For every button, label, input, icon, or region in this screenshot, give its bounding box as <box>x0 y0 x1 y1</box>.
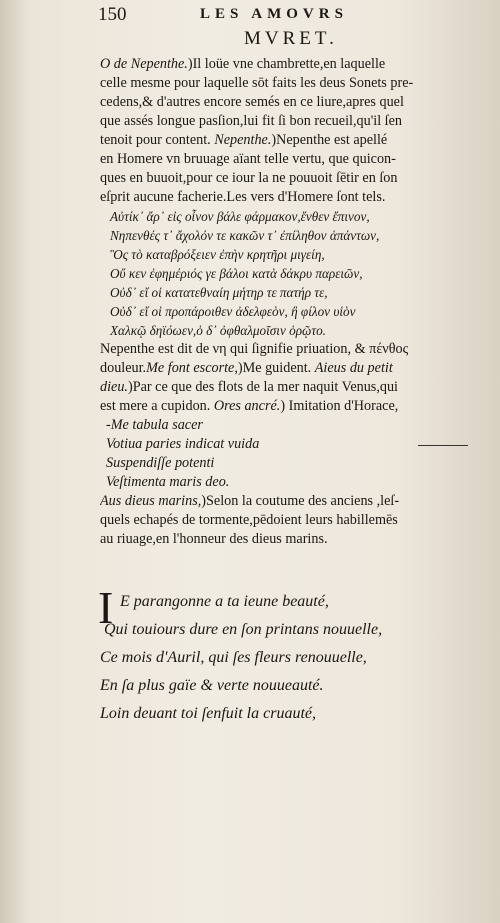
text-segment: cedens,& d'autres encore semés en ce liure,apres quel <box>100 94 404 110</box>
horizontal-rule <box>418 445 468 446</box>
greek-line: Οὔ κεν ἐφημέριός γε βάλοι κατὰ δάκρυ παρειῶν, <box>110 266 363 281</box>
text-line <box>100 188 460 207</box>
text-segment: ) Imitation d'Horace, <box>280 398 399 414</box>
greek-verse-quotation <box>100 207 460 340</box>
text-line <box>100 150 460 169</box>
text-segment: tenoit pour content. <box>100 132 215 148</box>
text-segment: )Il loüe vne chambrette,en laquelle <box>187 56 386 72</box>
text-segment: )Me guident. <box>237 360 315 376</box>
text-segment: O de Nepenthe. <box>100 56 188 72</box>
text-segment: )Par ce que des flots de la mer naquit Venus,qui <box>127 379 399 395</box>
text-line <box>100 74 460 93</box>
text-line <box>100 359 460 378</box>
poem-line: E parangonne a ta ieune beauté, <box>120 593 329 610</box>
text-segment: Ores ancré. <box>213 398 281 414</box>
text-segment: Nepenthe. <box>214 132 272 148</box>
latin-line: Veſtimenta maris deo. <box>106 474 230 490</box>
text-line <box>100 530 460 549</box>
text-segment: )Nepenthe est apellé <box>271 132 388 148</box>
text-line <box>100 492 460 511</box>
text-segment: Nepenthe est dit de νη qui ſignifie priuation, & πένθος <box>100 341 409 357</box>
text-line <box>100 511 460 530</box>
text-line <box>100 169 460 188</box>
text-segment: dieu. <box>100 379 128 395</box>
page-header <box>0 4 500 52</box>
text-line <box>100 112 460 131</box>
greek-line: Ὃς τὸ καταβρόξειεν ἐπὴν κρητῆρι μιγείη, <box>110 247 325 262</box>
text-segment: que assés longue pasſion,lui fit ſi bon recueil,qu'il ſen <box>100 113 403 129</box>
text-line <box>100 340 460 359</box>
sonnet-block <box>98 582 470 728</box>
text-line <box>100 397 460 416</box>
greek-line: Αὐτίκ᾽ ἄρ᾽ εἰς οἶνον βάλε φάρμακον,ἔνθεν ἔπινον, <box>110 209 370 224</box>
text-segment: eſprit aucune facherie.Les vers d'Homere ſont tels. <box>100 189 386 205</box>
text-segment: Me font escorte, <box>146 360 238 376</box>
latin-line: -Me tabula sacer <box>106 417 203 433</box>
text-segment: quels echapés de tormente,pēdoient leurs habillemēs <box>100 512 398 528</box>
greek-line: Νηπενθές τ᾽ ἄχολόν τε κακῶν τ᾽ ἐπίληθον ἁπάντων, <box>110 228 380 243</box>
text-line <box>100 378 460 397</box>
latin-line: Suspendiſſe potenti <box>106 455 215 471</box>
greek-line: Οὐδ᾽ εἴ οἱ κατατεθναίη μήτηρ τε πατήρ τε, <box>110 285 328 300</box>
text-segment: ques en buuoit,pour ce iour la ne pouuoit ſētir en ſon <box>100 170 398 186</box>
text-segment: douleur. <box>100 360 147 376</box>
text-segment: Aus dieus marins, <box>100 493 202 509</box>
poem-line: Loin deuant toi ſenfuit la cruauté, <box>100 705 316 722</box>
running-title-line-2: MVRET. <box>244 28 338 49</box>
commentary-paragraph-2 <box>100 340 460 416</box>
drop-capital: I <box>98 582 114 633</box>
latin-line: Votiua paries indicat vuida <box>106 436 260 452</box>
running-title-line-1: LES AMOVRS <box>200 6 348 22</box>
text-segment: celle mesme pour laquelle sōt faits les deus Sonets pre- <box>100 75 414 91</box>
greek-line: Οὐδ᾽ εἴ οἱ προπάροιθεν ἀδελφεὸν, ἢ φίλον υἱὸν <box>110 304 356 319</box>
poem-line: Ce mois d'Auril, qui ſes fleurs renouuelle, <box>100 649 367 666</box>
poem-line: En ſa plus gaïe & verte nouueauté. <box>100 677 324 694</box>
page-number: 150 <box>98 4 127 25</box>
commentary-paragraph-1 <box>100 55 460 207</box>
poem-line: Qui touiours dure en ſon printans nouuelle, <box>104 621 383 638</box>
commentary-block <box>100 55 460 549</box>
text-segment: est mere a cupidon. <box>100 398 214 414</box>
text-segment: en Homere vn bruuage aïant telle vertu, que quicon- <box>100 151 396 167</box>
text-segment: au riuage,en l'honneur des dieus marins. <box>100 531 328 547</box>
latin-verse-quotation <box>100 416 460 492</box>
text-segment: Aieus du petit <box>314 360 393 376</box>
text-line <box>100 131 460 150</box>
text-line <box>100 93 460 112</box>
commentary-paragraph-3 <box>100 492 460 549</box>
text-line <box>100 55 460 74</box>
greek-line: Χαλκῷ δηϊόωεν,ὁ δ᾽ ὀφθαλμοῖσιν ὁρῷτο. <box>110 323 326 338</box>
text-segment: )Selon la coutume des anciens ,leſ- <box>201 493 400 509</box>
